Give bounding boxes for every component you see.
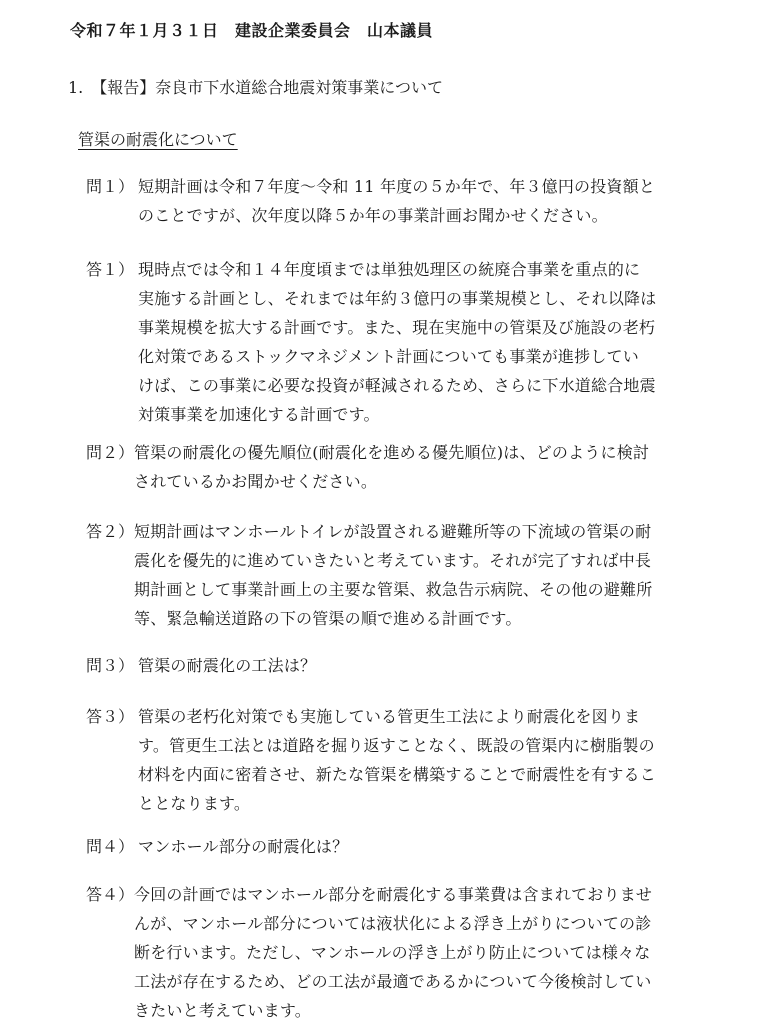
qa-line: 震化を優先的に進めていきたいと考えています。それが完了すれば中長 [134, 551, 652, 570]
qa-line: 短期計画は令和７年度～令和 11 年度の５か年で、年３億円の投資額と [138, 177, 656, 196]
qa-label: 問２） [86, 443, 135, 462]
qa-line: 対策事業を加速化する計画です。 [138, 405, 380, 424]
qa-line: 材料を内面に密着させ、新たな管渠を構築することで耐震性を有するこ [138, 765, 656, 784]
qa-line: 管渠の老朽化対策でも実施している管更生工法により耐震化を図りま [138, 707, 641, 726]
report-title: 1. 【報告】奈良市下水道総合地震対策事業について [68, 78, 443, 97]
qa-block-answer-3 [86, 702, 696, 818]
qa-label: 問４） [86, 837, 135, 856]
qa-text [138, 255, 696, 429]
qa-block-question-4 [86, 832, 696, 861]
qa-line: けば、この事業に必要な投資が軽減されるため、さらに下水道総合地震 [138, 376, 656, 395]
qa-text [138, 651, 696, 680]
qa-label: 答１） [86, 260, 135, 279]
qa-line: 等、緊急輸送道路の下の管渠の順で進める計画です。 [134, 609, 522, 628]
qa-line: きたいと考えています。 [134, 1001, 311, 1020]
qa-block-question-2 [86, 438, 696, 496]
qa-block-question-1 [86, 172, 696, 230]
qa-line: 管渠の耐震化の工法は？ [138, 656, 317, 675]
qa-text [134, 517, 696, 633]
qa-text [134, 880, 696, 1025]
qa-label: 答４） [86, 885, 135, 904]
qa-line: 今回の計画ではマンホール部分を耐震化する事業費は含まれておりませ [134, 885, 653, 904]
qa-label: 問１） [86, 177, 135, 196]
qa-line: 工法が存在するため、どの工法が最適であるかについて今後検討してい [134, 972, 652, 991]
qa-text [138, 702, 696, 818]
qa-label: 答３） [86, 707, 135, 726]
qa-line: 短期計画はマンホールトイレが設置される避難所等の下流域の管渠の耐 [134, 522, 652, 541]
qa-line: 事業規模を拡大する計画です。また、現在実施中の管渠及び施設の老朽 [138, 318, 656, 337]
document-header: 令和７年１月３１日 建設企業委員会 山本議員 [70, 21, 434, 40]
qa-line: 管渠の耐震化の優先順位(耐震化を進める優先順位)は、どのように検討 [134, 443, 650, 462]
qa-line: 断を行います。ただし、マンホールの浮き上がり防止については様々な [134, 943, 651, 962]
qa-label: 答２） [86, 522, 135, 541]
qa-block-answer-2 [86, 517, 696, 633]
qa-text [138, 172, 696, 230]
qa-line: されているかお聞かせください。 [134, 472, 378, 491]
qa-block-question-3 [86, 651, 696, 680]
qa-line: ととなります。 [138, 794, 251, 813]
qa-line: 実施する計画とし、それまでは年約３億円の事業規模とし、それ以降は [138, 289, 657, 308]
qa-line: す。管更生工法とは道路を掘り返すことなく、既設の管渠内に樹脂製の [138, 736, 655, 755]
qa-text [134, 438, 696, 496]
qa-block-answer-4 [86, 880, 696, 1025]
qa-block-answer-1 [86, 255, 696, 429]
qa-line: 期計画として事業計画上の主要な管渠、救急告示病院、その他の避難所 [134, 580, 653, 599]
qa-line: のことですが、次年度以降５か年の事業計画お聞かせください。 [138, 206, 608, 225]
qa-line: マンホール部分の耐震化は？ [138, 837, 349, 856]
qa-label: 問３） [86, 656, 135, 675]
qa-line: 化対策であるストックマネジメント計画についても事業が進捗してい [138, 347, 639, 366]
qa-text [138, 832, 696, 861]
qa-line: んが、マンホール部分については液状化による浮き上がりについての診 [134, 914, 652, 933]
section-heading: 管渠の耐震化について [78, 130, 238, 149]
qa-line: 現時点では令和１４年度頃までは単独処理区の統廃合事業を重点的に [138, 260, 641, 279]
